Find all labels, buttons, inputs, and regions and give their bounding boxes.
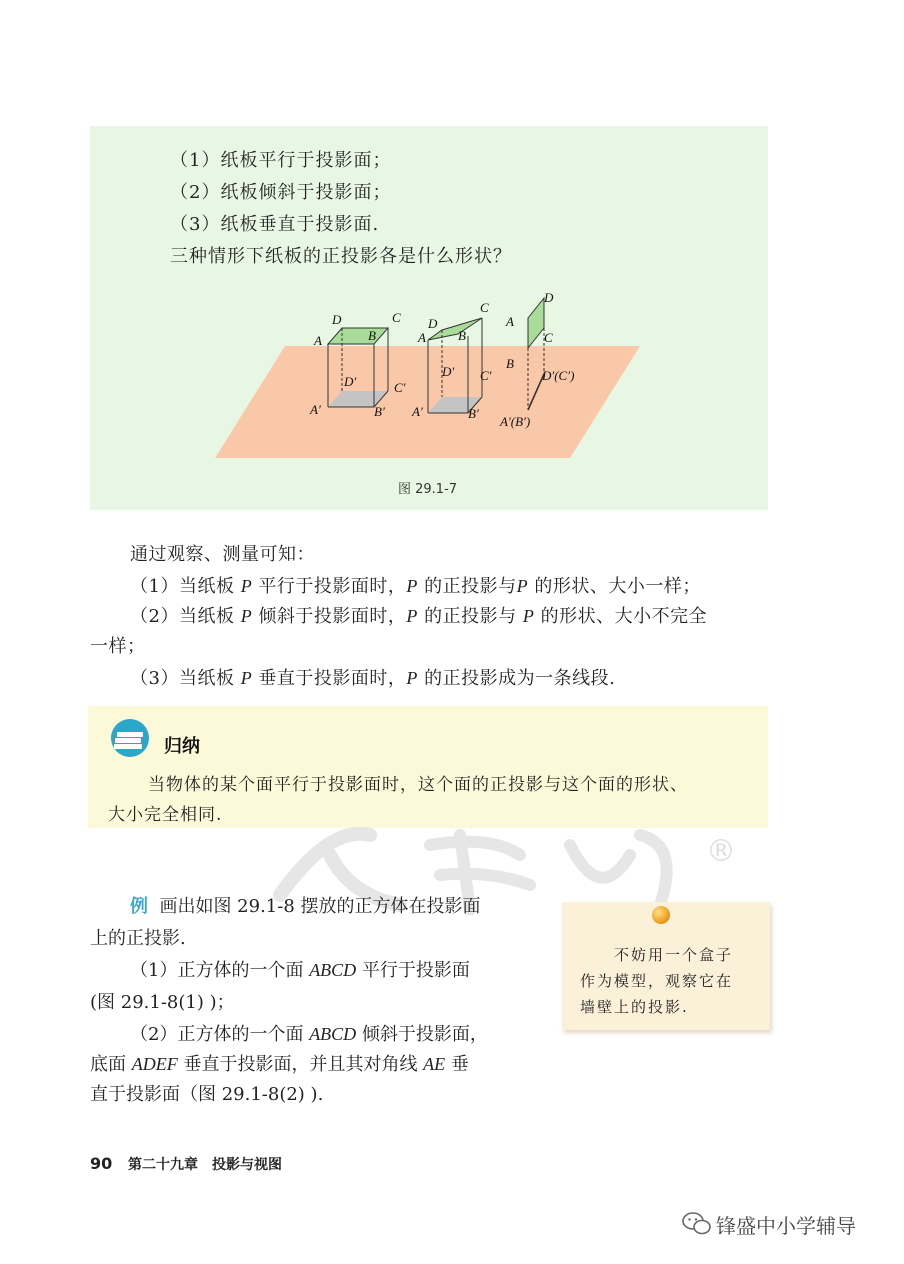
label-d2: D (428, 316, 438, 331)
label-bp2: B′ (468, 406, 479, 421)
label-a1: A (314, 333, 322, 348)
wechat-icon (682, 1211, 712, 1237)
book-stack-icon (106, 718, 154, 758)
pin-icon (652, 906, 670, 924)
note-line-2: 作为模型，观察它在 (580, 972, 734, 990)
label-c2: C (480, 300, 489, 315)
note-line-1: 不妨用一个盒子 (614, 946, 734, 964)
example-line-1: 例 画出如图 29.1-8 摆放的正方体在投影面 (130, 896, 481, 917)
observation-item-3: （3）当纸板 P 垂直于投影面时，P 的正投影成为一条线段. (130, 668, 616, 689)
question-line-4: 三种情形下纸板的正投影各是什么形状？ (170, 246, 512, 267)
label-ap2: A′ (412, 404, 423, 419)
label-ap1: A′ (310, 402, 321, 417)
label-cp2: C′ (480, 368, 492, 383)
label-cp1: C′ (394, 380, 406, 395)
label-dp1: D′ (344, 374, 357, 389)
label-dcp3: D′(C′) (542, 368, 575, 383)
board-parallel (328, 328, 388, 344)
example-item-1-figure: (图 29.1-8(1) )； (90, 992, 235, 1013)
label-d3: D (544, 290, 554, 305)
page-number: 90 (90, 1154, 113, 1173)
example-item-1: （1）正方体的一个面 ABCD 平行于投影面 (130, 960, 470, 981)
label-dp2: D′ (442, 364, 455, 379)
label-b2: B (458, 328, 466, 343)
note-line-3: 墙壁上的投影. (580, 998, 689, 1016)
question-line-1: （1）纸板平行于投影面； (170, 150, 392, 171)
label-abp3: A′(B′) (500, 414, 531, 429)
summary-line-1: 当物体的某个面平行于投影面时，这个面的正投影与这个面的形状、 (148, 775, 688, 795)
observation-item-1: （1）当纸板 P 平行于投影面时，P 的正投影与P 的形状、大小一样； (130, 576, 701, 597)
svg-text:®: ® (706, 834, 736, 869)
label-c1: C (392, 310, 401, 325)
example-item-2-line-3: 直于投影面（图 29.1-8(2) ). (90, 1084, 324, 1105)
label-d1: D (332, 312, 342, 327)
label-b1: B (368, 328, 376, 343)
label-a2: A (418, 330, 426, 345)
observation-intro: 通过观察、测量可知： (130, 544, 315, 565)
projection-figure (210, 290, 650, 470)
label-bp1: B′ (374, 404, 385, 419)
label-c3: C (544, 330, 553, 345)
summary-line-2: 大小完全相同. (108, 805, 223, 825)
label-b3: B (506, 356, 514, 371)
example-item-2: （2）正方体的一个面 ABCD 倾斜于投影面， (130, 1024, 488, 1045)
observation-item-2-continued: 一样； (90, 636, 146, 657)
question-line-3: （3）纸板垂直于投影面. (170, 214, 380, 235)
label-a3: A (506, 314, 514, 329)
question-line-2: （2）纸板倾斜于投影面； (170, 182, 392, 203)
figure-caption: 图 29.1-7 (398, 482, 458, 497)
wechat-account-name: 锋盛中小学辅导 (716, 1214, 856, 1238)
example-line-2: 上的正投影. (90, 928, 186, 949)
board-vertical (528, 298, 544, 348)
summary-title: 归纳 (164, 736, 200, 757)
example-item-2-line-2: 底面 ADEF 垂直于投影面，并且其对角线 AE 垂 (90, 1054, 469, 1075)
chapter-title: 第二十九章 投影与视图 (128, 1157, 282, 1173)
observation-item-2: （2）当纸板 P 倾斜于投影面时，P 的正投影与 P 的形状、大小不完全 (130, 606, 708, 627)
